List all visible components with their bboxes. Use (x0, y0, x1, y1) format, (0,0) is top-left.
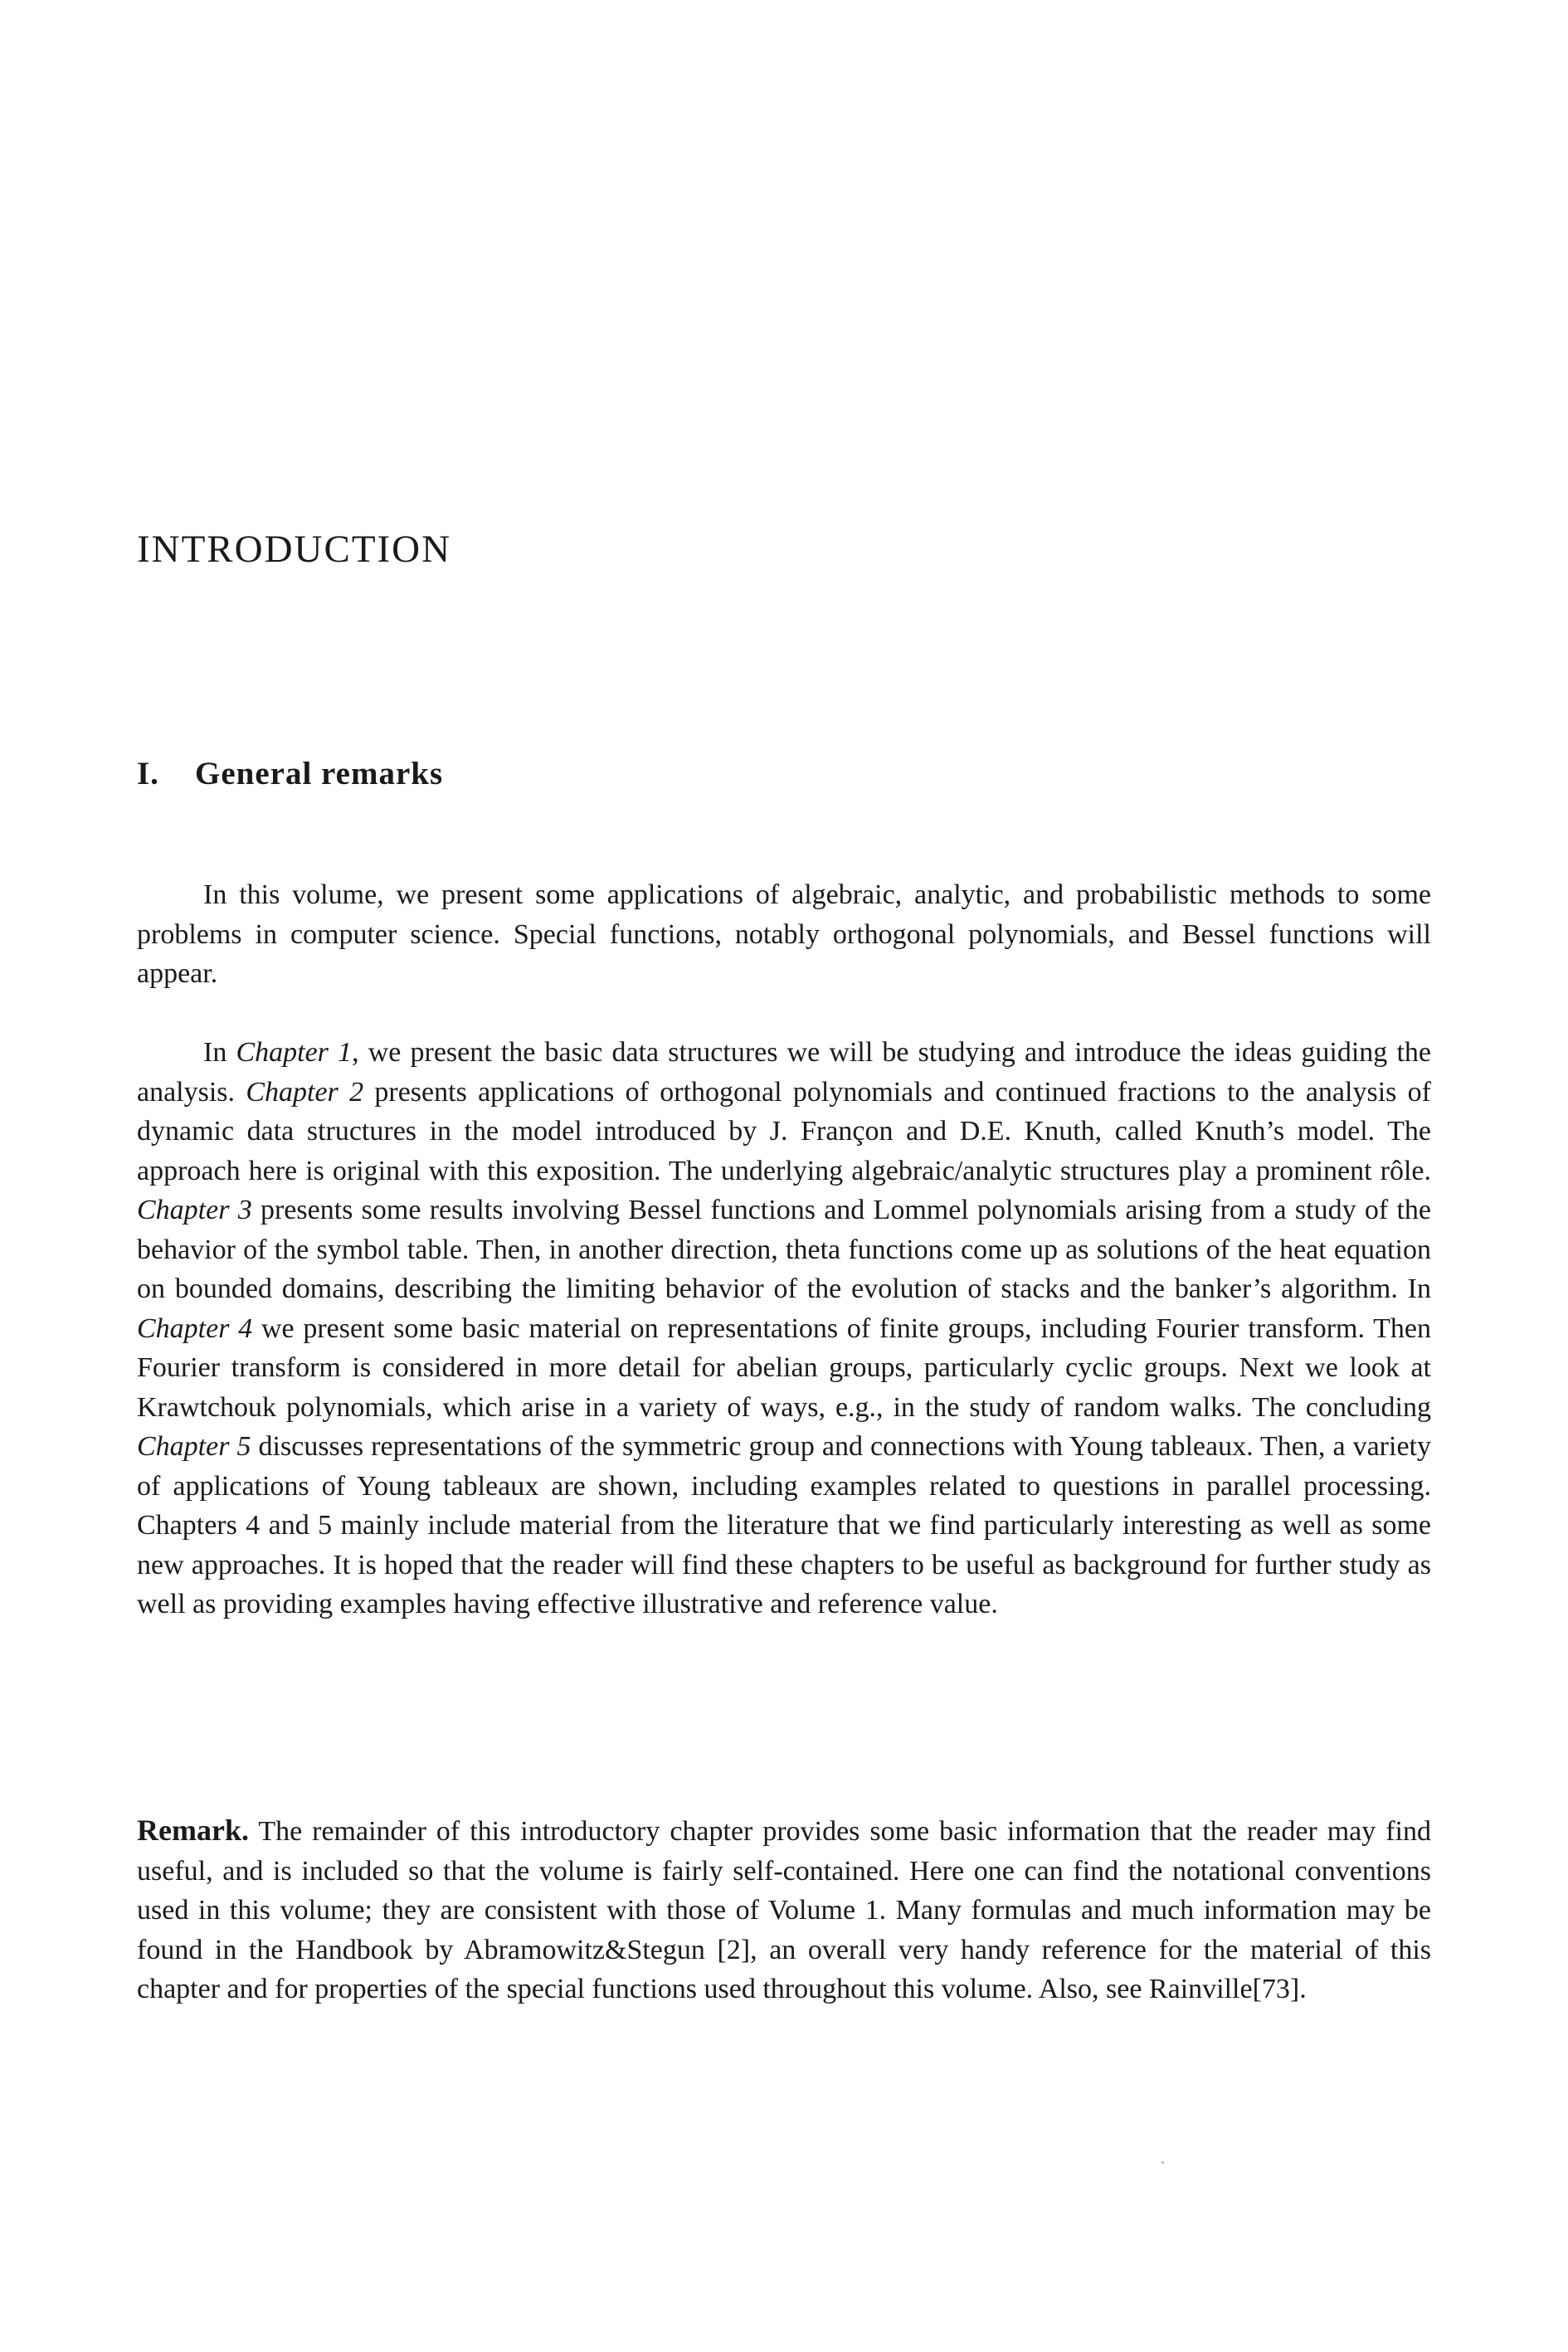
text-span: discusses representations of the symmetric group and connections with Young tableaux. Then, a variety of applications of Young tableaux are shown, including examples related to questions in parallel processing. Chapters 4 and 5 mainly include material from the literature that we find particularly interesting as well as some new approaches. It is hoped that the reader will find these chapters to be useful as background for further study as well as providing examples having effective illustrative and reference value. (137, 1431, 1431, 1619)
remark-text: The remainder of this introductory chapter provides some basic information that the reader may find useful, and is included so that the volume is fairly self-contained. Here one can find the notational conventions used in this volume; they are consistent with those of Volume 1. Many formulas and much information may be found in the Handbook by Abramowitz&Stegun [2], an overall very handy reference for the material of this chapter and for properties of the special functions used throughout this volume. Also, see Rainville[73]. (137, 1816, 1431, 2004)
paragraph-overview: In this volume, we present some applications of algebraic, analytic, and probabilistic methods to some problems in computer science. Special functions, notably orthogonal polynomials, and Bessel functions will appear. (137, 879, 1431, 989)
text-span: In (203, 1037, 236, 1068)
chapter-1-ref: Chapter 1 (236, 1037, 353, 1068)
chapter-3-ref: Chapter 3 (137, 1195, 252, 1225)
chapter-title: INTRODUCTION (137, 528, 452, 571)
text-span: presents some results involving Bessel functions and Lommel polynomials arising from a study of the behavior of the symbol table. Then, in another direction, theta functions come up as solutions of the heat equation on bounded domains, describing the limiting behavior of the evolution of stacks and the banker’s algorithm. In (137, 1195, 1431, 1304)
text-span: presents applications of orthogonal polynomials and continued fractions to the analysis of dynamic data structures in the model introduced by J. Françon and D.E. Knuth, called Knuth’s model. The approach here is original with this exposition. The underlying algebraic/analytic structures play a prominent rôle. (137, 1076, 1431, 1186)
remark-label: Remark. (137, 1814, 249, 1847)
chapter-5-ref: Chapter 5 (137, 1431, 251, 1462)
scan-speck (1161, 2161, 1164, 2164)
chapter-2-ref: Chapter 2 (246, 1076, 364, 1108)
section-title: General remarks (195, 756, 444, 791)
text-span: we present some basic material on representations of finite groups, including Fourier transform. Then Fourier transform is considered in more detail for abelian groups, particularly cyclic groups. Next we look at Krawtchouk polynomials, which arise in a variety of ways, e.g., in the study of random walks. The concluding (137, 1312, 1431, 1423)
chapter-4-ref: Chapter 4 (137, 1312, 253, 1344)
section-heading (137, 755, 443, 792)
paragraph-remark (137, 1811, 1431, 2009)
paragraph-chapter-summary (137, 1033, 1431, 1624)
section-number: I. (137, 756, 159, 791)
text-span: , we present the basic data structures we will be studying and introduce the ideas guiding the analysis. (137, 1037, 1431, 1108)
